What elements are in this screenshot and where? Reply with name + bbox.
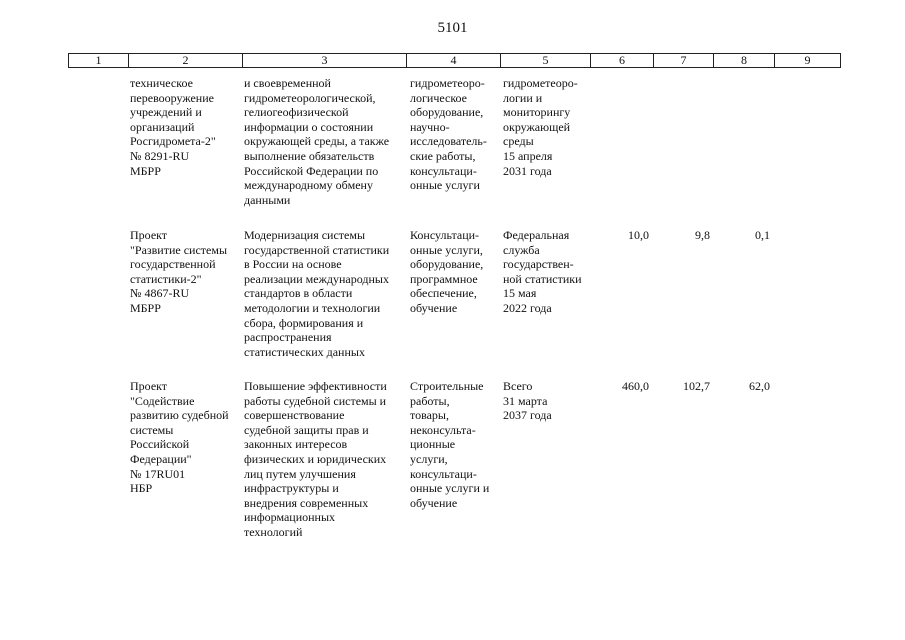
goal-cell: Повышение эффективности работы судебной системы и совершенствование судебной защиты прав и законных интересов физических и юридических лиц путем улучшения инфраструктуры и внедрения современных информационных технологий: [244, 379, 387, 539]
page-number: 5101: [437, 20, 468, 36]
column-header-row: [69, 54, 841, 68]
project-cell: Проект "Развитие системы государственной статистики-2" № 4867-RU МБРР: [130, 228, 228, 315]
purchases-cell: Строительные работы, товары, неконсульта- ционные услуги, консультаци- онные услуги и обучение: [410, 379, 490, 510]
column-header-1: 1: [69, 54, 129, 68]
column-header-6: 6: [591, 54, 654, 68]
column-header-7: 7: [654, 54, 714, 68]
column-header-3: 3: [243, 54, 407, 68]
goal-cell: Модернизация системы государственной статистики в России на основе реализации международных стандартов в области методологии и технологии сбора, формирования и распространения статистических данных: [244, 228, 390, 359]
column-header-2: 2: [129, 54, 243, 68]
column-header-8: 8: [714, 54, 775, 68]
column-header-5: 5: [501, 54, 591, 68]
purchases-cell: гидрометеоро- логическое оборудование, научно- исследователь- ские работы, консультаци- онные услуги: [410, 76, 487, 193]
purchases-cell: Консультаци- онные услуги, оборудование, программное обеспечение, обучение: [410, 228, 484, 315]
executor-cell: Федеральная служба государствен- ной статистики 15 мая 2022 года: [503, 228, 582, 315]
amount-col8: 62,0: [749, 379, 770, 393]
column-header-4: 4: [407, 54, 501, 68]
amount-col8: 0,1: [755, 228, 770, 242]
goal-cell: и своевременной гидрометеорологической, гелиогеофизической информации о состоянии окружающей среды, а также выполнение обязательств Российской Федерации по международному обмену данными: [244, 76, 390, 207]
executor-cell: Всего 31 марта 2037 года: [503, 379, 552, 423]
column-header-table: [68, 53, 841, 68]
amount-col6: 460,0: [622, 379, 649, 393]
project-cell: Проект "Содействие развитию судебной системы Российской Федерации" № 17RU01 НБР: [130, 379, 229, 496]
executor-cell: гидрометеоро- логии и мониторингу окружающей среды 15 апреля 2031 года: [503, 76, 578, 178]
amount-col6: 10,0: [628, 228, 649, 242]
project-cell: техническое перевооружение учреждений и организаций Росгидромета-2" № 8291-RU МБРР: [130, 76, 216, 178]
column-header-9: 9: [775, 54, 841, 68]
amount-col7: 9,8: [695, 228, 710, 242]
amount-col7: 102,7: [683, 379, 710, 393]
